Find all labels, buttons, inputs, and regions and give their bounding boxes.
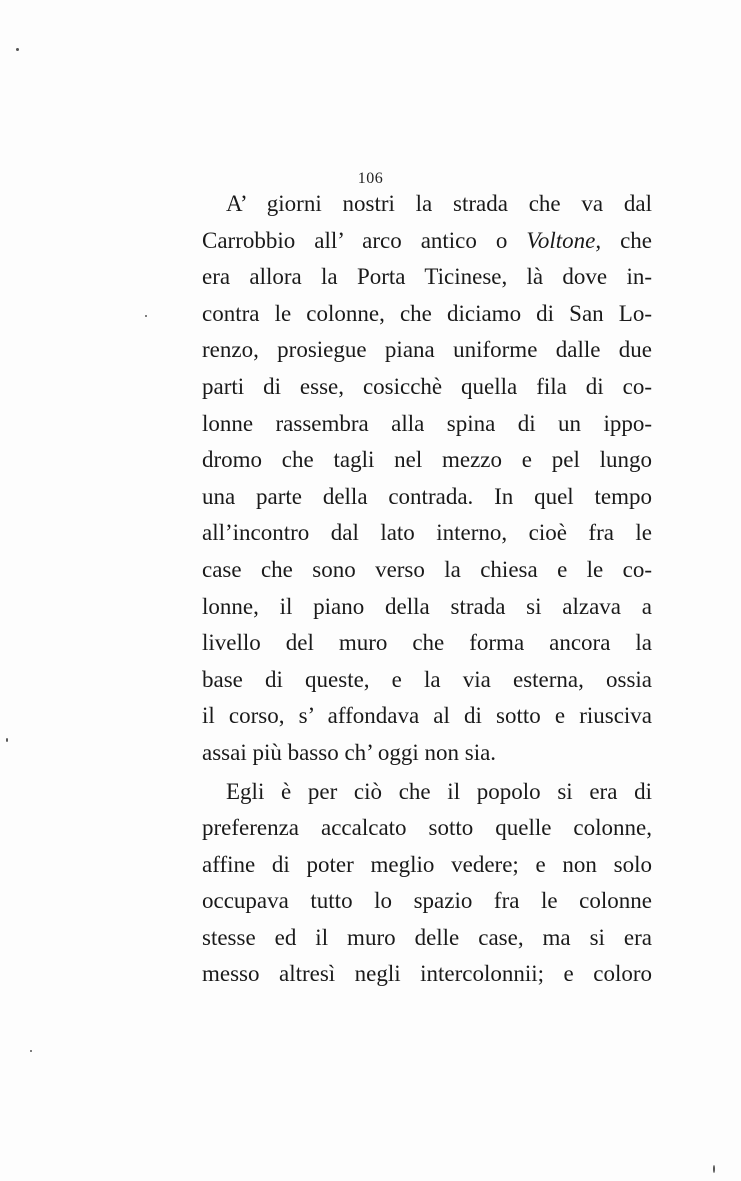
body-text <box>202 186 652 993</box>
text-line: case che sono verso la chiesa e le co- <box>202 556 652 582</box>
text-line: parti di esse, cosicchè quella fila di co- <box>202 373 652 399</box>
text-line: occupava tutto lo spazio fra le colonne <box>202 888 652 914</box>
scan-speck <box>6 738 8 742</box>
text-line: Carrobbio all’ arco antico o Voltone, che <box>202 227 652 253</box>
page-number: 106 <box>357 170 384 187</box>
text-line: lonne rassembra alla spina di un ippo- <box>202 410 652 436</box>
text-line: livello del muro che forma ancora la <box>202 630 652 656</box>
paragraph-1 <box>202 186 652 772</box>
text-line: messo altresì negli intercolonnii; e coloro <box>202 961 652 987</box>
scan-speck <box>16 48 19 51</box>
text-line: dromo che tagli nel mezzo e pel lungo <box>202 447 652 473</box>
text-line: assai più basso ch’ oggi non sia. <box>202 739 497 765</box>
scan-speck <box>30 1050 32 1052</box>
text-line: lonne, il piano della strada si alzava a <box>202 593 652 619</box>
text-line: preferenza accalcato sotto quelle colonne, <box>202 815 652 841</box>
italic-term: Voltone, <box>526 227 602 253</box>
text-line: renzo, prosiegue piana uniforme dalle due <box>202 337 652 363</box>
text-line: era allora la Porta Ticinese, là dove in- <box>202 264 652 290</box>
text-line: Egli è per ciò che il popolo si era di <box>226 778 652 804</box>
text-line: stesse ed il muro delle case, ma si era <box>202 924 652 950</box>
text-line: contra le colonne, che diciamo di San Lo- <box>202 300 652 326</box>
text-line: A’ giorni nostri la strada che va dal <box>226 191 652 216</box>
text-line: una parte della contrada. In quel tempo <box>202 483 652 509</box>
text-line: affine di poter meglio vedere; e non solo <box>202 851 652 877</box>
scan-speck <box>145 315 147 317</box>
text-line: il corso, s’ affondava al di sotto e riusciva <box>202 703 652 729</box>
scan-speck <box>713 1165 715 1173</box>
text-line: base di queste, e la via esterna, ossia <box>202 666 652 692</box>
text-line: all’incontro dal lato interno, cioè fra le <box>202 520 652 546</box>
paragraph-2 <box>202 774 652 994</box>
